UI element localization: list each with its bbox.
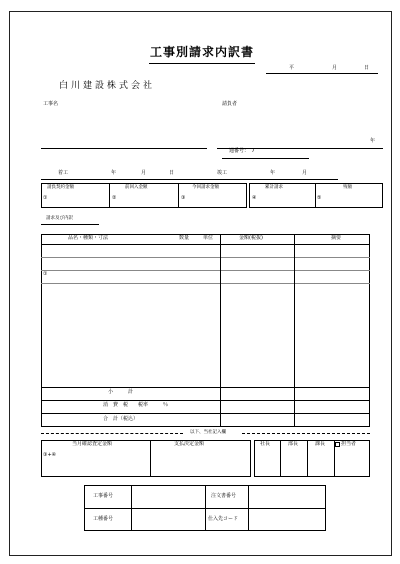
breakdown-label-underline bbox=[41, 224, 99, 225]
breakdown-label: 請求及び内訳 bbox=[46, 216, 73, 221]
work-name-label: 工事名 bbox=[43, 101, 59, 107]
order-number-label: 注文書番号 bbox=[211, 493, 237, 499]
cumulative-label: 累計請求 bbox=[265, 185, 283, 190]
this-billed-label: 今回請求金額 bbox=[192, 185, 219, 190]
breakdown-table bbox=[41, 234, 370, 427]
stamp-president: 社長 bbox=[260, 441, 271, 447]
start-year: 年 bbox=[111, 170, 117, 176]
previous-billed-label: 前回入金額 bbox=[125, 185, 148, 190]
col-item: 品名・種類・寸法 bbox=[68, 235, 109, 241]
stamp-staff: 担当者 bbox=[341, 441, 357, 447]
tax-label: 消 費 税 税率 ％ bbox=[103, 402, 169, 408]
contractor-label: 請負者 bbox=[222, 101, 238, 107]
circle-5: ⑤ bbox=[317, 195, 322, 201]
end-month: 月 bbox=[302, 170, 308, 176]
start-day: 日 bbox=[169, 170, 175, 176]
circle-3: ③ bbox=[181, 195, 186, 201]
work-code-label: 工種番号 bbox=[93, 516, 114, 522]
office-use-label: 以下、当社記入欄 bbox=[190, 430, 226, 435]
date-underline bbox=[266, 73, 378, 74]
start-month: 月 bbox=[141, 170, 147, 176]
circle-2: ② bbox=[112, 195, 117, 201]
title-underline bbox=[149, 63, 255, 64]
col-note: 摘要 bbox=[331, 235, 342, 241]
subtotal-label: 小 計 bbox=[108, 389, 134, 395]
end-label: 竣工 bbox=[217, 170, 228, 176]
total-label: 合 計（税込） bbox=[103, 416, 139, 422]
col-qty: 数量 bbox=[179, 235, 190, 241]
date-day: 日 bbox=[364, 65, 370, 71]
col-unit: 単位 bbox=[203, 235, 214, 241]
approved-amount-label: 当月確認査定金額 bbox=[72, 441, 113, 447]
document-title: 工事別請求内訳書 bbox=[150, 45, 255, 59]
sequence-number: 通番号： 7 bbox=[229, 148, 255, 154]
circle-4: ④ bbox=[252, 195, 257, 201]
circle-1: ① bbox=[43, 195, 48, 201]
row-mark-1: ① bbox=[43, 271, 48, 277]
end-year: 年 bbox=[270, 170, 276, 176]
date-month: 月 bbox=[332, 65, 338, 71]
company-name: 白川建設株式会社 bbox=[59, 81, 156, 91]
vendor-code-label: 仕入先コード bbox=[208, 516, 239, 522]
invoice-sheet bbox=[9, 11, 392, 556]
col-amount: 金額(税抜) bbox=[239, 235, 263, 241]
period-underline bbox=[41, 179, 338, 180]
start-label: 着工 bbox=[58, 170, 69, 176]
year-suffix: 年 bbox=[370, 138, 376, 144]
sequence-underline bbox=[222, 158, 309, 159]
checkbox-icon bbox=[335, 442, 340, 447]
stamp-manager: 部長 bbox=[288, 441, 299, 447]
payment-amount-label: 支払決定金額 bbox=[174, 441, 205, 447]
work-name-underline bbox=[41, 148, 207, 149]
work-number-label: 工事番号 bbox=[93, 493, 114, 499]
stamp-section: 課長 bbox=[315, 441, 326, 447]
contract-amount-label: 請負契約金額 bbox=[47, 185, 74, 190]
balance-label: 残額 bbox=[343, 185, 352, 190]
formula-label: ③+④ bbox=[43, 452, 57, 458]
date-era: 平 bbox=[289, 65, 295, 71]
